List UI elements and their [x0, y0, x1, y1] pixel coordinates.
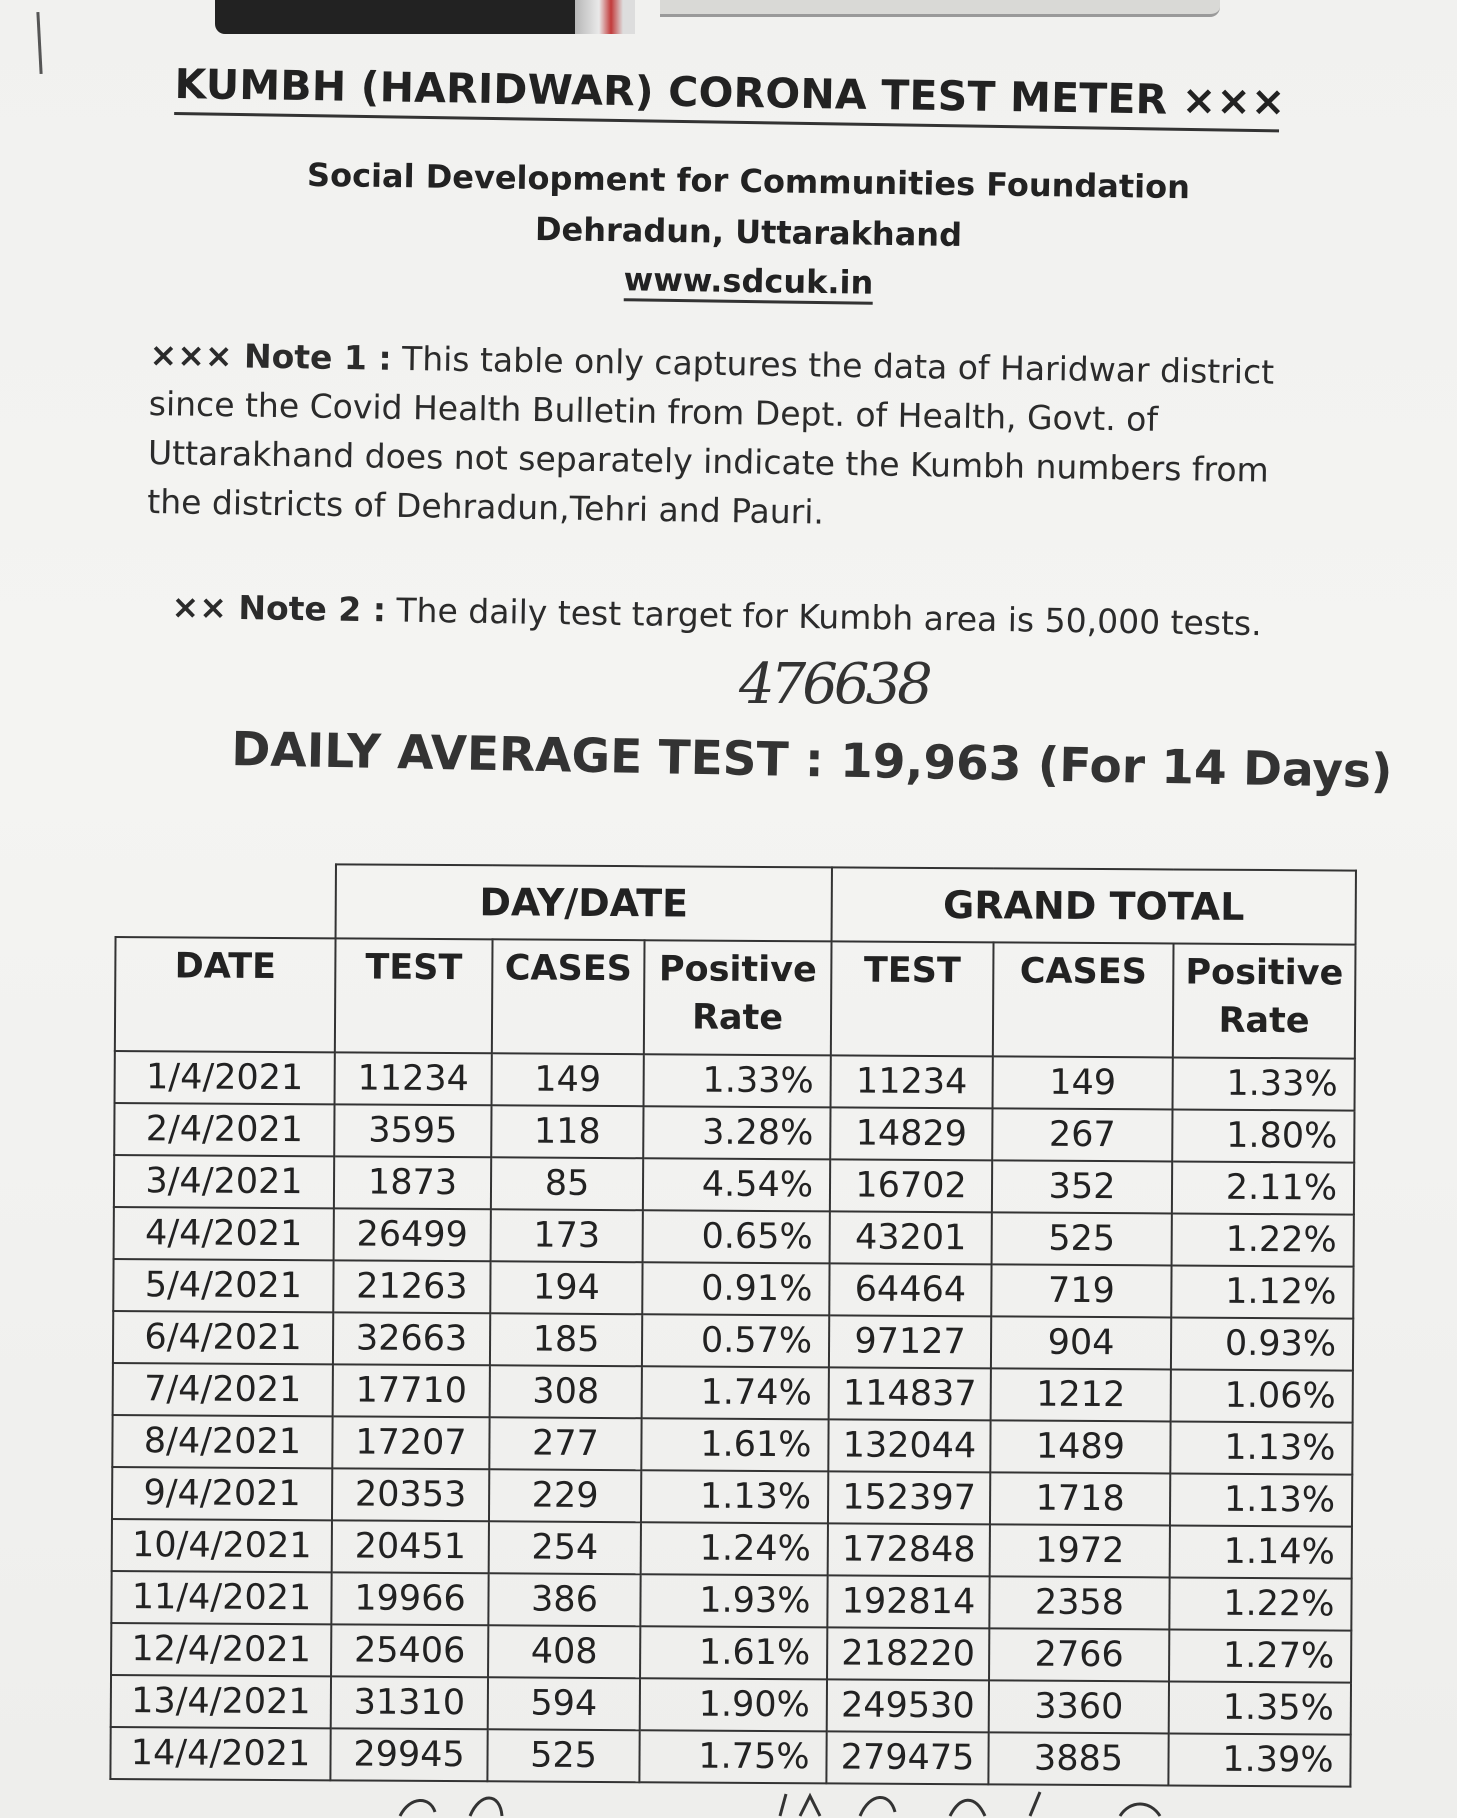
- table-row: [113, 1311, 1353, 1371]
- cell-date: 11/4/2021: [111, 1571, 331, 1624]
- cell-positive-rate: 0.65%: [643, 1210, 830, 1263]
- cell-date: 9/4/2021: [112, 1467, 332, 1520]
- cell-positive-rate: 1.61%: [640, 1626, 827, 1679]
- org-name: Social Development for Communities Foundation: [306, 155, 1191, 207]
- cell-cases: 194: [490, 1261, 642, 1314]
- group-header-row: [116, 863, 1356, 945]
- cell-positive-rate: 0.57%: [642, 1314, 829, 1367]
- cell-positive-rate: 3.28%: [643, 1106, 830, 1159]
- cell-grand-positive-rate: 1.12%: [1171, 1265, 1353, 1318]
- cell-cases: 525: [487, 1729, 639, 1782]
- org-url-link[interactable]: www.sdcuk.in: [623, 260, 873, 304]
- cell-test: 26499: [334, 1208, 491, 1261]
- cell-grand-cases: 3360: [989, 1680, 1169, 1733]
- cell-grand-cases: 352: [992, 1160, 1172, 1213]
- note-1: [147, 330, 1310, 544]
- cell-date: 3/4/2021: [114, 1155, 334, 1208]
- test-meter-table: [109, 862, 1357, 1788]
- group-header-grand-total: GRAND TOTAL: [832, 867, 1356, 944]
- cell-grand-test: 114837: [829, 1367, 991, 1420]
- col-header-grand-positive-rate: Positive Rate: [1173, 943, 1356, 1058]
- cell-grand-positive-rate: 1.33%: [1173, 1057, 1355, 1110]
- cell-cases: 118: [491, 1105, 643, 1158]
- cell-positive-rate: 4.54%: [643, 1158, 830, 1211]
- cell-date: 4/4/2021: [114, 1207, 334, 1260]
- cell-grand-positive-rate: 0.93%: [1171, 1317, 1353, 1370]
- cell-test: 25406: [331, 1624, 488, 1677]
- cell-grand-positive-rate: 1.22%: [1172, 1213, 1354, 1266]
- col-header-date: DATE: [115, 937, 336, 1052]
- table-row: [111, 1675, 1351, 1735]
- cell-grand-test: 14829: [830, 1107, 992, 1160]
- cell-positive-rate: 0.91%: [642, 1262, 829, 1315]
- cell-grand-positive-rate: 1.13%: [1170, 1473, 1352, 1526]
- org-city: Dehradun, Uttarakhand: [534, 210, 963, 254]
- group-header-day-date: DAY/DATE: [336, 864, 832, 941]
- cell-date: 7/4/2021: [113, 1363, 333, 1416]
- cell-grand-cases: 719: [991, 1264, 1171, 1317]
- cell-grand-positive-rate: 2.11%: [1172, 1161, 1354, 1214]
- cell-cases: 185: [490, 1313, 642, 1366]
- cell-date: 14/4/2021: [110, 1727, 330, 1780]
- table-row: [111, 1571, 1351, 1631]
- table-row: [112, 1467, 1352, 1527]
- cell-positive-rate: 1.24%: [641, 1522, 828, 1575]
- marker-pen-shadow: [215, 0, 635, 34]
- cell-grand-positive-rate: 1.22%: [1169, 1577, 1351, 1630]
- cell-grand-positive-rate: 1.27%: [1169, 1629, 1351, 1682]
- cell-grand-test: 11234: [831, 1055, 993, 1108]
- cell-test: 32663: [333, 1312, 490, 1365]
- cell-cases: 308: [490, 1365, 642, 1418]
- cell-grand-positive-rate: 1.14%: [1170, 1525, 1352, 1578]
- cell-positive-rate: 1.75%: [639, 1730, 826, 1783]
- note-2-text: The daily test target for Kumbh area is 50,000 tests.: [385, 590, 1262, 644]
- table-row: [114, 1155, 1354, 1215]
- table-row: [110, 1727, 1350, 1787]
- cell-date: 2/4/2021: [114, 1103, 334, 1156]
- cell-grand-test: 218220: [827, 1627, 989, 1680]
- cell-positive-rate: 1.93%: [640, 1574, 827, 1627]
- page-title: KUMBH (HARIDWAR) CORONA TEST METER ×××: [174, 60, 1280, 132]
- table-row: [112, 1519, 1352, 1579]
- cell-positive-rate: 1.74%: [642, 1366, 829, 1419]
- cell-grand-cases: 1718: [990, 1472, 1170, 1525]
- cell-cases: 408: [488, 1625, 640, 1678]
- table-row: [114, 1103, 1354, 1163]
- handwritten-number-text: 476638: [739, 652, 929, 715]
- cell-test: 20451: [332, 1520, 489, 1573]
- cell-test: 17710: [333, 1364, 490, 1417]
- cell-grand-test: 16702: [830, 1159, 992, 1212]
- cell-positive-rate: 1.90%: [640, 1678, 827, 1731]
- cell-cases: 149: [492, 1053, 644, 1106]
- cell-grand-test: 97127: [829, 1315, 991, 1368]
- cell-grand-cases: 2358: [989, 1576, 1169, 1629]
- cell-positive-rate: 1.61%: [641, 1418, 828, 1471]
- column-header-row: [115, 937, 1356, 1059]
- table-row: [113, 1259, 1353, 1319]
- cell-grand-test: 43201: [830, 1211, 992, 1264]
- table-row: [113, 1363, 1353, 1423]
- cell-date: 1/4/2021: [115, 1051, 335, 1104]
- cell-grand-test: 132044: [828, 1419, 990, 1472]
- cell-cases: 386: [488, 1573, 640, 1626]
- cell-grand-cases: 1489: [990, 1420, 1170, 1473]
- cell-test: 1873: [334, 1156, 491, 1209]
- blank-corner: [116, 863, 336, 938]
- handwritten-number: [735, 645, 985, 715]
- cell-date: 6/4/2021: [113, 1311, 333, 1364]
- cell-grand-cases: 1972: [990, 1524, 1170, 1577]
- col-header-test: TEST: [335, 938, 493, 1053]
- handwritten-scrawl: [390, 1782, 1290, 1818]
- table-body: [110, 1051, 1354, 1787]
- cell-positive-rate: 1.13%: [641, 1470, 828, 1523]
- note-1-text: This table only captures the data of Haridwar district since the Covid Health Bulletin from Dept. of Health, Govt. of Uttarakhand does not separately indicate the Kumbh numbers from the districts of Dehradun,Tehri and Pauri.: [146, 338, 1275, 532]
- cell-grand-cases: 3885: [988, 1732, 1168, 1785]
- note-1-mark: ××× Note 1 :: [149, 334, 392, 378]
- col-header-grand-test: TEST: [831, 941, 994, 1056]
- cell-test: 21263: [333, 1260, 490, 1313]
- cell-grand-cases: 1212: [991, 1368, 1171, 1421]
- pen-mark: [36, 12, 42, 74]
- cell-test: 17207: [332, 1416, 489, 1469]
- cell-grand-positive-rate: 1.13%: [1170, 1421, 1352, 1474]
- cell-grand-test: 64464: [829, 1263, 991, 1316]
- col-header-cases: CASES: [492, 939, 645, 1054]
- cell-grand-test: 249530: [827, 1679, 989, 1732]
- cell-grand-cases: 525: [992, 1212, 1172, 1265]
- col-header-grand-cases: CASES: [993, 942, 1174, 1057]
- table-row: [112, 1415, 1352, 1475]
- col-header-positive-rate: Positive Rate: [644, 940, 832, 1055]
- test-meter-table-wrap: [109, 862, 1357, 1788]
- cell-test: 31310: [331, 1676, 488, 1729]
- cell-test: 11234: [335, 1052, 492, 1105]
- cell-grand-test: 152397: [828, 1471, 990, 1524]
- cell-grand-test: 279475: [826, 1731, 988, 1784]
- cell-grand-cases: 904: [991, 1316, 1171, 1369]
- marker-cap: [660, 0, 1220, 17]
- cell-date: 5/4/2021: [113, 1259, 333, 1312]
- cell-date: 12/4/2021: [111, 1623, 331, 1676]
- cell-grand-cases: 149: [993, 1056, 1173, 1109]
- table-row: [115, 1051, 1355, 1111]
- cell-cases: 594: [488, 1677, 640, 1730]
- cell-cases: 277: [489, 1417, 641, 1470]
- cell-cases: 85: [491, 1157, 643, 1210]
- cell-cases: 229: [489, 1469, 641, 1522]
- cell-grand-test: 192814: [827, 1575, 989, 1628]
- cell-test: 19966: [331, 1572, 488, 1625]
- note-2-mark: ×× Note 2 :: [171, 586, 387, 630]
- cell-grand-positive-rate: 1.39%: [1168, 1733, 1350, 1786]
- cell-grand-positive-rate: 1.06%: [1171, 1369, 1353, 1422]
- cell-date: 13/4/2021: [111, 1675, 331, 1728]
- cell-date: 8/4/2021: [112, 1415, 332, 1468]
- cell-grand-positive-rate: 1.35%: [1169, 1681, 1351, 1734]
- cell-grand-positive-rate: 1.80%: [1172, 1109, 1354, 1162]
- org-url[interactable]: [20, 252, 1457, 310]
- cell-test: 3595: [334, 1104, 491, 1157]
- cell-cases: 173: [491, 1209, 643, 1262]
- cell-grand-cases: 267: [992, 1108, 1172, 1161]
- cell-date: 10/4/2021: [112, 1519, 332, 1572]
- cell-test: 20353: [332, 1468, 489, 1521]
- table-row: [111, 1623, 1351, 1683]
- daily-average-heading: DAILY AVERAGE TEST : 19,963 (For 14 Days): [230, 722, 1393, 800]
- table-row: [114, 1207, 1354, 1267]
- note-2: [171, 582, 1312, 649]
- cell-test: 29945: [330, 1728, 487, 1781]
- cell-positive-rate: 1.33%: [644, 1054, 831, 1107]
- cell-cases: 254: [489, 1521, 641, 1574]
- cell-grand-cases: 2766: [989, 1628, 1169, 1681]
- cell-grand-test: 172848: [828, 1523, 990, 1576]
